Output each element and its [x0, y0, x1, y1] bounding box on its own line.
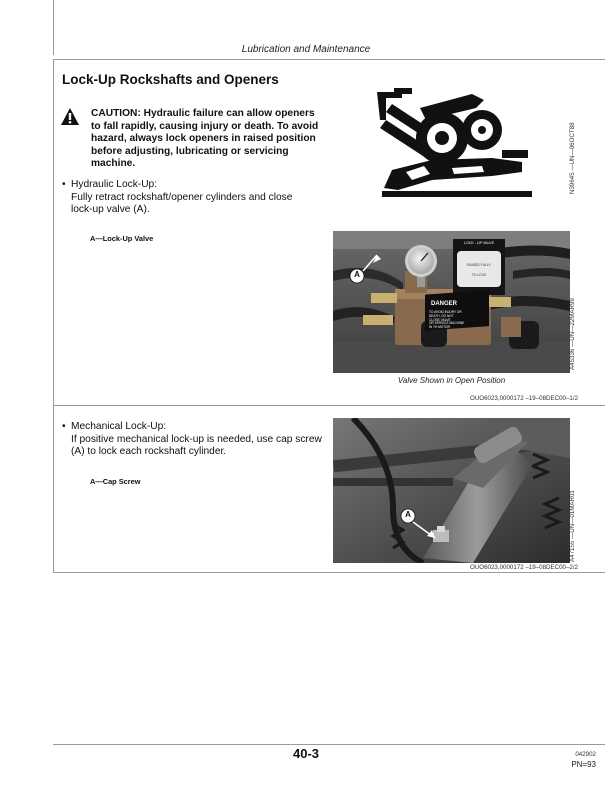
danger-line: OR SERVICE MACHINE — [429, 321, 465, 326]
danger-line: TO AVOID INJURY OR — [429, 310, 462, 314]
danger-line: IN TH MOTOR — [429, 325, 450, 330]
valve-decal-row2: TO LOCK — [471, 273, 487, 277]
section1-left-rule — [53, 59, 54, 405]
page-number: 40-3 — [292, 746, 320, 761]
section1-bottom-rule — [53, 405, 605, 406]
bullet-dot: • — [62, 179, 66, 190]
bullet-title: Mechanical Lock-Up: — [71, 421, 167, 432]
caution-line: before adjusting, lubricating or servicing — [91, 145, 289, 157]
doc-code: 042902 — [575, 751, 596, 758]
cap-screw-photo — [333, 418, 570, 563]
figure2-code: A45336 —UN—22MAR99 — [569, 298, 576, 370]
bullet-dot: • — [62, 421, 66, 432]
section2-footer-code: OUO6023,0000172 –19–08DEC00–2/2 — [470, 564, 579, 571]
legend-cap-screw: A—Cap Screw — [90, 477, 141, 486]
header-rule — [53, 59, 605, 60]
lock-opener-illustration — [372, 80, 558, 200]
hydraulic-lockup-text — [71, 179, 341, 217]
valve-decal-row1: RAISED FULLY — [467, 263, 491, 267]
bullet-line: Fully retract rockshaft/opener cylinders and close — [71, 191, 293, 203]
header-title: Lubrication and Maintenance — [241, 44, 371, 55]
caution-line: hazard, always lock openers in raised position — [91, 133, 316, 145]
callout-a-valve: A — [354, 270, 360, 279]
caution-line: CAUTION: Hydraulic failure can allow openers — [91, 108, 315, 119]
section1-footer-code: OUO6023,0000172 –19–08DEC00–1/2 — [470, 395, 579, 402]
caution-text — [91, 108, 341, 171]
bullet-line: lock-up valve (A). — [71, 204, 150, 216]
bullet-line: If positive mechanical lock-up is needed, use cap screw — [71, 433, 322, 445]
danger-decal-text — [429, 311, 489, 330]
figure3-code: A47155 —UN—01MAR01 — [569, 490, 576, 562]
caution-line: to fall rapidly, causing injury or death. To avoid — [91, 120, 319, 132]
figure-caption: Valve Shown in Open Position — [397, 376, 506, 385]
bullet-title: Hydraulic Lock-Up: — [71, 179, 158, 190]
lockup-valve-photo — [333, 231, 570, 373]
pn-number: PN=93 — [571, 760, 596, 769]
legend-lockup-valve: A—Lock-Up Valve — [90, 234, 154, 243]
bullet-line: (A) to lock each rockshaft cylinder. — [71, 446, 227, 458]
figure1-code: N39645 —UN—06OCT88 — [569, 122, 576, 194]
danger-line: CLOSE VALVE — [429, 317, 451, 322]
section-title: Lock-Up Rockshafts and Openers — [62, 72, 279, 87]
callout-a-screw: A — [405, 510, 411, 519]
valve-decal-title: LOCK - UP VALVE — [464, 241, 494, 245]
section2-bottom-rule — [53, 572, 605, 573]
section2-left-rule — [53, 405, 54, 572]
caution-line: machine. — [91, 158, 136, 170]
mechanical-lockup-text — [71, 421, 331, 459]
footer-rule — [53, 744, 605, 745]
danger-decal-title: DANGER — [431, 301, 458, 307]
danger-line: DEATH, DO NOT — [429, 313, 454, 318]
caution-icon — [60, 107, 80, 126]
